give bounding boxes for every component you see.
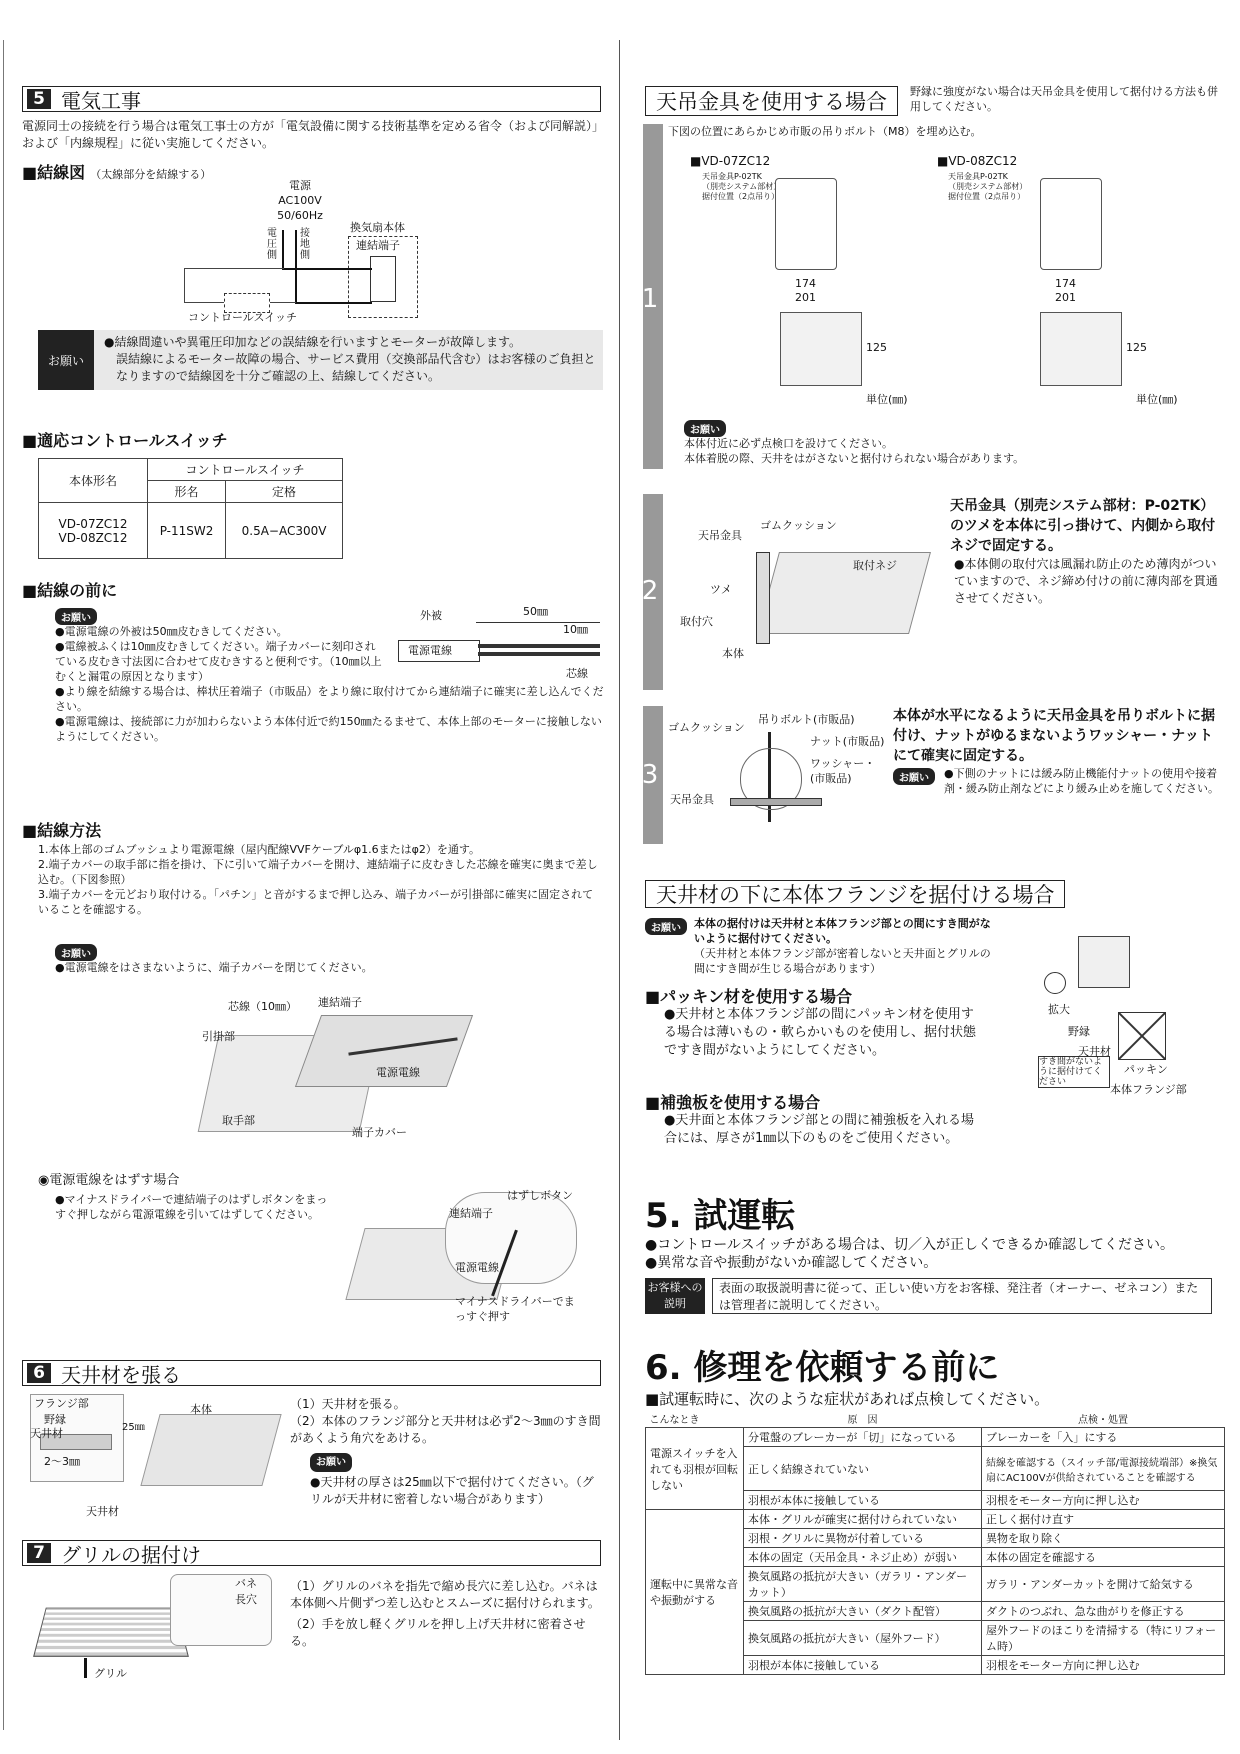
ceiling-steps — [290, 1396, 602, 1508]
customer-tag: お客様への説明 — [645, 1278, 705, 1314]
flange-header: 天井材の下に本体フランジを据付ける場合 — [645, 880, 1065, 908]
fix-2: 結線を確認する（スイッチ部/電源接続端部）※換気扇にAC100Vが供給されていることを確認する — [982, 1447, 1225, 1491]
step-2-note: ●本体側の取付穴は風漏れ防止のため薄肉がついていますので、ネジ締め付けの前に薄肉部を貫通させてください。 — [954, 557, 1218, 605]
fix-5: 異物を取り除く — [982, 1529, 1225, 1548]
remove-heading: ◉電源電線をはずす場合 — [38, 1173, 180, 1188]
switch-label: コントロールスイッチ — [188, 311, 298, 324]
group-2: 運転中に異常な音や振動がする — [646, 1510, 744, 1675]
ceiling-figure: フランジ部 野縁 天井材 25㎜ 2〜3㎜ 本体 天井材 — [30, 1394, 280, 1524]
grill-figure: バネ 長穴 グリル — [40, 1574, 280, 1684]
step-3-note: ●下側のナットには緩み防止機能付ナットの使用や接着剤・緩み防止剤などにより緩み止めを施してください。 — [944, 767, 1219, 795]
hanger-header: 天吊金具を使用する場合 — [645, 86, 898, 116]
dim-125-a: 125 — [866, 341, 887, 354]
ceiling-tag: お願い — [310, 1453, 352, 1472]
step-3-text: 本体が水平になるように天吊金具を吊りボルトに据付け、ナットがゆるまないようワッシャー・ナットにて確実に固定する。 — [893, 708, 1215, 764]
step-2-figure: 天吊金具 ゴムクッション 取付ネジ ツメ 取付穴 本体 — [668, 512, 928, 672]
bracket-drawing-a — [775, 178, 837, 270]
step-1-note: 本体付近に必ず点検口を設けてください。 本体着脱の際、天井をはがさないと据付けられない場合があります。 — [684, 437, 1025, 465]
method-note: ●電源電線をはさまないように、端子カバーを閉じてください。 — [55, 961, 373, 974]
cause-1: 分電盤のブレーカーが「切」になっている — [744, 1428, 982, 1447]
step-2-text: 天吊金具（別売システム部材：P-02TK）のツメを本体に引っ掛けて、内側から取付ネジで固定する。 — [950, 498, 1216, 554]
method-step-3: 3.端子カバーを元どおり取付ける。「パチン」と音がするまで押し込み、端子カバーが引掛部に確実に固定されていることを確認する。 — [38, 888, 594, 916]
cause-10: 羽根が本体に接触している — [744, 1656, 982, 1675]
grill-steps — [290, 1578, 602, 1650]
section-number: 7 — [27, 1543, 51, 1563]
cable-diagram: 外被 50㎜ 10㎜ 電源電線 芯線 — [398, 600, 608, 680]
fix-8: ダクトのつぶれ、急な曲がりを修正する — [982, 1602, 1225, 1621]
step-2-number: 2 — [641, 576, 659, 606]
body-label: 換気扇本体 — [350, 221, 405, 234]
warning-box — [38, 330, 603, 390]
test-run-heading: 5. 試運転 — [645, 1196, 796, 1236]
step-3-tag: お願い — [893, 766, 935, 785]
intro-text: 電源同士の接続を行う場合は電気工事士の方が「電気設備に関する技術基準を定める省令（および同解説）」および「内線規程」に従い実施してください。 — [22, 119, 599, 150]
th-rating: 定格 — [226, 481, 343, 503]
section-title: 電気工事 — [61, 88, 141, 113]
packing-text: ●天井材と本体フランジ部の間にパッキン材を使用する場合は薄いもの・軟らかいものを使用し、据付状態ですき間がないようにしてください。 — [664, 1007, 977, 1058]
cause-7: 換気風路の抵抗が大きい（ガラリ・アンダーカット） — [744, 1567, 982, 1602]
model-b-label: ■VD-08ZC12 — [937, 154, 1018, 168]
column-divider — [619, 40, 620, 1740]
model-cell: VD-07ZC12 VD-08ZC12 — [39, 503, 148, 559]
remove-text: ●マイナスドライバーで連結端子のはずしボタンをまっすぐ押しながら電源電線を引いてはずしてください。 — [55, 1193, 328, 1221]
wiring-diagram — [170, 178, 430, 324]
hanger-side-note: 野縁に強度がない場合は天吊金具を使用して据付ける方法も併用してください。 — [910, 85, 1218, 113]
section-7-header — [22, 1540, 601, 1566]
ground-side: 接地側 — [300, 228, 310, 261]
switch-table — [38, 458, 343, 559]
section-number: 5 — [27, 89, 51, 109]
power-label: 電源 AC100V 50/60Hz — [277, 179, 323, 222]
dim-201-b: 201 — [1055, 291, 1076, 304]
remove-figure: はずしボタン 連結端子 電源電線 マイナスドライバーでまっすぐ押す — [345, 1188, 605, 1328]
part-label-a: 天吊金具P-02TK （別売システム部材） 据付位置（2点吊り） — [702, 172, 782, 201]
dim-125-b: 125 — [1126, 341, 1147, 354]
before-item-3: ●より線を結線する場合は、棒状圧着端子（市販品）をより線に取付けてから連結端子に確実に差し込んでください。 — [55, 685, 604, 713]
part-label-b: 天吊金具P-02TK （別売システム部材） 据付位置（2点吊り） — [948, 172, 1028, 201]
packing-heading: ■パッキン材を使用する場合 — [645, 987, 852, 1006]
customer-desc: 表面の取扱説明書に従って、正しい使い方をお客様、発注者（オーナー、ゼネコン）または管理者に説明してください。 — [712, 1278, 1212, 1314]
test-run-item-1: ●コントロールスイッチがある場合は、切／入が正しくできるか確認してください。 — [645, 1237, 1174, 1253]
edge-line — [3, 40, 4, 1730]
wiring-note: （太線部分を結線する） — [90, 168, 212, 181]
body-drawing-a — [780, 312, 862, 386]
warning-line-1: ●結線間違いや異電圧印加などの誤結線を行いますとモーターが故障します。 — [104, 335, 522, 349]
th-when: こんなとき — [649, 1415, 700, 1426]
terminal-block — [370, 256, 396, 302]
switch-heading: ■適応コントロールスイッチ — [22, 431, 228, 450]
cause-2: 正しく結線されていない — [744, 1447, 982, 1491]
fix-9: 屋外フードのほこりを清掃する（特にリフォーム時） — [982, 1621, 1225, 1656]
step-1-tag: お願い — [684, 418, 726, 437]
cause-3: 羽根が本体に接触している — [744, 1491, 982, 1510]
repair-heading: 6. 修理を依頼する前に — [645, 1348, 1000, 1388]
before-item-1: ●電源電線の外被は50㎜皮むきしてください。 — [55, 625, 288, 638]
fix-4: 正しく据付け直す — [982, 1510, 1225, 1529]
method-step-1: 1.本体上部のゴムブッシュより電源電線（屋内配線VVFケーブルφ1.6またはφ2）を通す。 — [38, 843, 481, 856]
cause-6: 本体の固定（天吊金具・ネジ止め）が弱い — [744, 1548, 982, 1567]
group-1: 電源スイッチを入れても羽根が回転しない — [646, 1428, 744, 1510]
step-3-number: 3 — [641, 760, 659, 790]
voltage-side: 電圧側 — [267, 228, 277, 261]
fix-1: ブレーカーを「入」にする — [982, 1428, 1225, 1447]
step-1-number: 1 — [641, 284, 659, 314]
ceiling-note: ●天井材の厚さは25㎜以下で据付けてください。（グリルが天井材に密着しない場合があります） — [310, 1475, 594, 1506]
section-title: グリルの据付け — [61, 1542, 201, 1567]
grill-step-2: （2）手を放し軽くグリルを押し上げ天井材に密着させる。 — [290, 1617, 586, 1648]
ceiling-step-2: （2）本体のフランジ部分と天井材は必ず2〜3㎜のすき間があくよう角穴をあける。 — [290, 1414, 601, 1445]
section-title: 天井材を張る — [61, 1362, 181, 1387]
bracket-drawing-b — [1040, 178, 1102, 270]
ceiling-step-1: （1）天井材を張る。 — [290, 1397, 406, 1411]
flange-text: 本体の据付けは天井材と本体フランジ部との間にすき間がないように据付けてください。 （天井材と本体フランジ部が密着しないと天井面とグリルの間にすき間が生じる場合があります） — [694, 917, 991, 975]
terminal-figure: 芯線（10㎜） 連結端子 引掛部 電源電線 取手部 端子カバー — [198, 995, 488, 1145]
body-drawing-b — [1040, 312, 1122, 386]
method-tag: お願い — [55, 942, 97, 961]
terminal-label: 連結端子 — [356, 239, 400, 252]
before-tag: お願い — [55, 606, 97, 625]
reinforce-heading: ■補強板を使用する場合 — [645, 1093, 821, 1112]
section-6-header — [22, 1360, 601, 1386]
before-heading: ■結線の前に — [22, 581, 118, 600]
flange-figure: 拡大 野縁 天井材 すき間がないように据付けてください パッキン 本体フランジ部 — [1038, 926, 1228, 1106]
th-switch: コントロールスイッチ — [148, 459, 343, 481]
test-run-list — [645, 1236, 1225, 1272]
test-run-item-2: ●異常な音や振動がないか確認してください。 — [645, 1255, 938, 1271]
dim-174-b: 174 — [1055, 277, 1076, 290]
cause-8: 換気風路の抵抗が大きい（ダクト配管） — [744, 1602, 982, 1621]
repair-sub: ■試運転時に、次のような症状があれば点検してください。 — [645, 1390, 1050, 1408]
th-model: 本体形名 — [39, 459, 148, 503]
section-number: 6 — [27, 1363, 51, 1383]
fix-10: 羽根をモーター方向に押し込む — [982, 1656, 1225, 1675]
cause-4: 本体・グリルが確実に据付けられていない — [744, 1510, 982, 1529]
warning-line-2: 誤結線によるモーター故障の場合、サービス費用（交換部品代含む）はお客様のご負担となりますので結線図を十分ご確認の上、結線してください。 — [116, 352, 596, 383]
before-item-2: ●電線被ふくは10㎜皮むきしてください。端子カバーに刻印されている皮むき寸法図に合わせて皮むきすると便利です。（10㎜以上むくと漏電の原因となります） — [55, 640, 382, 683]
fix-6: 本体の固定を確認する — [982, 1548, 1225, 1567]
troubleshoot-table — [645, 1410, 1225, 1675]
dim-201-a: 201 — [795, 291, 816, 304]
switch-name-cell: P-11SW2 — [148, 503, 226, 559]
flange-tag: お願い — [645, 916, 687, 935]
model-a-label: ■VD-07ZC12 — [690, 154, 771, 168]
step-3-figure: ゴムクッション 吊りボルト(市販品) ナット(市販品) ワッシャー・(市販品) 天吊金具 — [668, 712, 888, 832]
before-item-4: ●電源電線は、接続部に力が加わらないよう本体付近で約150㎜たるませて、本体上部のモーターに接触しないようにしてください。 — [55, 715, 602, 743]
grill-step-1: （1）グリルのバネを指先で縮め長穴に差し込む。バネは本体側へ片側ずつ差し込むとスムーズに据付けられます。 — [290, 1579, 600, 1610]
reinforce-text: ●天井面と本体フランジ部との間に補強板を入れる場合には、厚さが1㎜以下のものをご使用ください。 — [664, 1113, 975, 1146]
fix-7: ガラリ・アンダーカットを開けて給気する — [982, 1567, 1225, 1602]
method-list — [38, 842, 603, 917]
unit-a: 単位(㎜) — [866, 393, 908, 406]
cause-9: 換気風路の抵抗が大きい（屋外フード） — [744, 1621, 982, 1656]
rating-cell: 0.5A−AC300V — [226, 503, 343, 559]
th-fix: 点検・処置 — [1078, 1415, 1128, 1426]
section-5-header — [22, 86, 601, 112]
step-1-text: 下図の位置にあらかじめ市販の吊りボルト（M8）を埋め込む。 — [668, 125, 982, 138]
dim-174-a: 174 — [795, 277, 816, 290]
warning-tag: お願い — [38, 330, 94, 390]
fix-3: 羽根をモーター方向に押し込む — [982, 1491, 1225, 1510]
method-step-2: 2.端子カバーの取手部に指を掛け、下に引いて端子カバーを開け、連結端子に皮むきした芯線を確実に奥まで差し込む。（下図参照） — [38, 858, 598, 886]
method-heading: ■結線方法 — [22, 821, 102, 840]
unit-b: 単位(㎜) — [1136, 393, 1178, 406]
th-name: 形名 — [148, 481, 226, 503]
th-cause: 原 因 — [847, 1415, 878, 1426]
cause-5: 羽根・グリルに異物が付着している — [744, 1529, 982, 1548]
wiring-title: ■結線図 — [22, 163, 86, 182]
